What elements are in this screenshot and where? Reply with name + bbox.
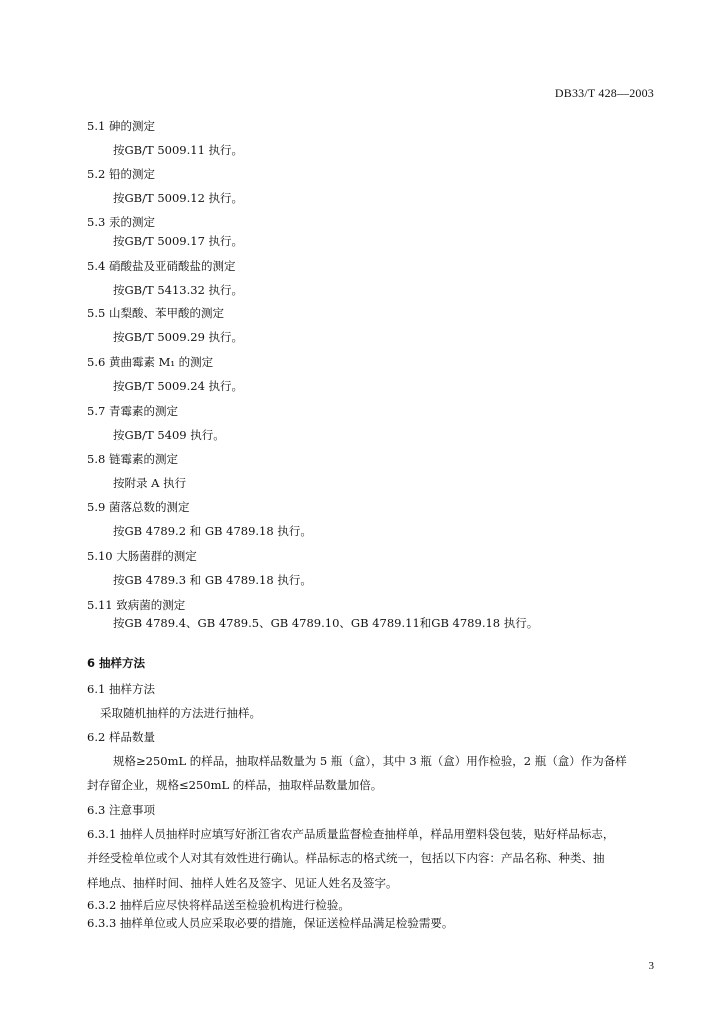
clause-6-3-1-line3: 样地点、抽样时间、抽样人姓名及签字、见证人姓名及签字。: [87, 876, 398, 890]
clause-6-3-title: 6.3 注意事项: [87, 803, 155, 817]
clause-5-11-title: 5.11 致病菌的测定: [87, 598, 186, 612]
clause-6-2-text-line2: 封存留企业，规格≤250mL 的样品，抽取样品数量加倍。: [87, 778, 383, 792]
clause-6-3-3: 6.3.3 抽样单位或人员应采取必要的措施，保证送检样品满足检验需要。: [87, 916, 454, 930]
clause-5-4-title: 5.4 硝酸盐及亚硝酸盐的测定: [87, 259, 236, 273]
clause-5-10-title: 5.10 大肠菌群的测定: [87, 549, 197, 563]
clause-5-9-text: 按GB 4789.2 和 GB 4789.18 执行。: [113, 524, 312, 538]
page-number: 3: [648, 960, 654, 972]
clause-6-2-title: 6.2 样品数量: [87, 730, 155, 744]
clause-6-3-2: 6.3.2 抽样后应尽快将样品送至检验机构进行检验。: [87, 898, 350, 912]
clause-6-2-text-line1: 规格≥250mL 的样品，抽取样品数量为 5 瓶（盒），其中 3 瓶（盒）用作检验，2 瓶（盒）作为备样: [113, 754, 627, 768]
clause-5-5-title: 5.5 山梨酸、苯甲酸的测定: [87, 306, 224, 320]
clause-6-1-text: 采取随机抽样的方法进行抽样。: [100, 706, 261, 720]
clause-5-1-text: 按GB/T 5009.11 执行。: [113, 143, 244, 157]
clause-5-4-text: 按GB/T 5413.32 执行。: [113, 283, 244, 297]
clause-5-5-text: 按GB/T 5009.29 执行。: [113, 330, 244, 344]
clause-5-8-text: 按附录 A 执行: [113, 476, 187, 490]
clause-5-6-title: 5.6 黄曲霉素 M₁ 的测定: [87, 355, 214, 369]
clause-5-3-title: 5.3 汞的测定: [87, 215, 155, 229]
document-code: DB33/T 428—2003: [554, 86, 654, 100]
clause-5-11-text: 按GB 4789.4、GB 4789.5、GB 4789.10、GB 4789.11和GB 4789.18 执行。: [113, 616, 539, 630]
clause-6-3-1-line2: 并经受检单位或个人对其有效性进行确认。样品标志的格式统一，包括以下内容：产品名称、种类、抽: [87, 851, 605, 865]
clause-5-6-text: 按GB/T 5009.24 执行。: [113, 379, 244, 393]
clause-5-10-text: 按GB 4789.3 和 GB 4789.18 执行。: [113, 573, 312, 587]
clause-5-2-text: 按GB/T 5009.12 执行。: [113, 191, 244, 205]
clause-5-3-text: 按GB/T 5009.17 执行。: [113, 234, 244, 248]
clause-6-1-title: 6.1 抽样方法: [87, 682, 155, 696]
clause-5-8-title: 5.8 链霉素的测定: [87, 452, 178, 466]
clause-5-7-title: 5.7 青霉素的测定: [87, 404, 178, 418]
chapter-6-heading: 6 抽样方法: [87, 656, 146, 670]
clause-6-3-1-line1: 6.3.1 抽样人员抽样时应填写好浙江省农产品质量监督检查抽样单，样品用塑料袋包装，贴好样品标志，: [87, 827, 615, 841]
clause-5-9-title: 5.9 菌落总数的测定: [87, 500, 190, 514]
clause-5-7-text: 按GB/T 5409 执行。: [113, 428, 225, 442]
clause-5-2-title: 5.2 铅的测定: [87, 167, 155, 181]
clause-5-1-title: 5.1 砷的测定: [87, 119, 155, 133]
